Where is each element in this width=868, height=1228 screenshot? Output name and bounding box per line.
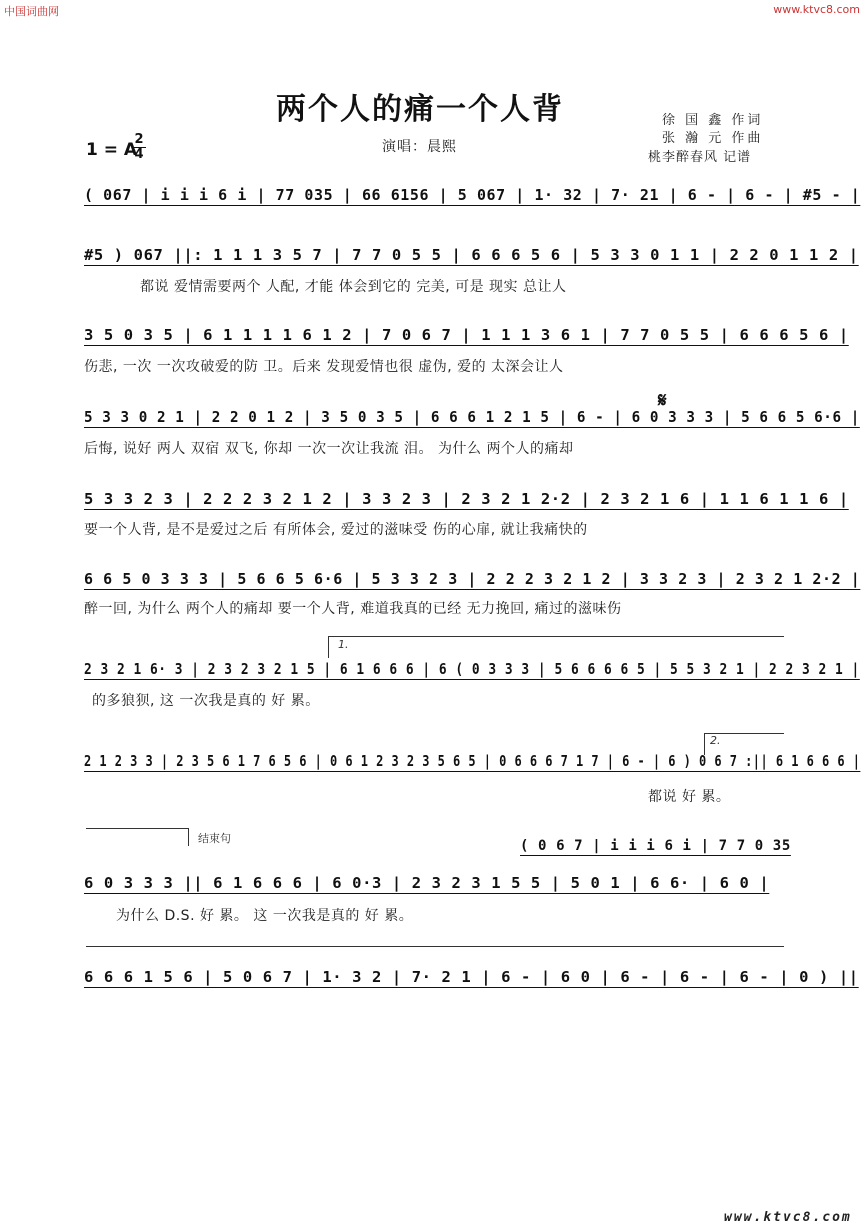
final-line-rule: [86, 946, 784, 947]
score-line-8-lyrics: 都说 好 累。: [648, 789, 731, 805]
time-signature: [132, 134, 146, 161]
score-line-2-lyrics: 都说 爱情需要两个 人配, 才能 体会到它的 完美, 可是 现实 总让人: [140, 279, 567, 295]
lyricist-credit: 徐 国 鑫 作词: [662, 113, 764, 128]
score-line-7-lyrics: 的多狼狈, 这 一次我是真的 好 累。: [92, 693, 320, 709]
score-line-4-notes: 5 3 3 0 2 1 | 2 2 0 1 2 | 3 5 0 3 5 | 6 6 6 1 2 1 5 | 6 - | 6 0 3 3 3 | 5 6 6 5 6·6 |: [84, 408, 860, 426]
coda-bracket-edge: [188, 828, 189, 846]
volta-1-bracket-edge: [328, 636, 329, 658]
score-line-9-upper-notes: ( 0 6 7 | i i i 6 i | 7 7 0 35: [520, 838, 791, 854]
score-line-5-notes: 5 3 3 2 3 | 2 2 2 3 2 1 2 | 3 3 2 3 | 2 3 2 1 2·2 | 2 3 2 1 6 | 1 1 6 1 1 6 |: [84, 490, 849, 508]
volta-1-label: 1.: [338, 638, 349, 651]
score-line-2-notes: #5 ) 067 ||: 1 1 1 3 5 7 | 7 7 0 5 5 | 6 6 6 5 6 | 5 3 3 0 1 1 | 2 2 0 1 1 2 |: [84, 246, 859, 264]
watermark-right: www.ktvc8.com: [773, 3, 860, 16]
score-line-4-lyrics: 后悔, 说好 两人 双宿 双飞, 你却 一次一次让我流 泪。 为什么 两个人的痛却: [84, 441, 574, 457]
watermark-left: 中国词曲网: [4, 5, 59, 18]
key-signature: 1 = A: [86, 140, 138, 160]
time-bottom: 4: [134, 147, 144, 162]
volta-1-bracket: [328, 636, 784, 637]
segno-sign: 𝄋: [658, 388, 667, 412]
score-line-8-notes: 2 1 2 3 3 | 2 3 5 6 1 7 6 5 6 | 0 6 1 2 3 2 3 5 6 5 | 0 6 6 6 7 1 7 | 6 - | 6 ) 0 6 7 :|| 6 1 6 6 6 |: [84, 752, 861, 770]
score-line-3-notes: 3 5 0 3 5 | 6 1 1 1 1 6 1 2 | 7 0 6 7 | 1 1 1 3 6 1 | 7 7 0 5 5 | 6 6 6 5 6 |: [84, 326, 849, 344]
score-line-10-notes: 6 6 6 1 5 6 | 5 0 6 7 | 1· 3 2 | 7· 2 1 | 6 - | 6 0 | 6 - | 6 - | 6 - | 0 ) ||: [84, 968, 859, 986]
footer-watermark: www.ktvc8.com: [724, 1210, 852, 1225]
score-line-6-notes: 6 6 5 0 3 3 3 | 5 6 6 5 6·6 | 5 3 3 2 3 | 2 2 2 3 2 1 2 | 3 3 2 3 | 2 3 2 1 2·2 |: [84, 570, 861, 588]
transcriber-credit: 桃李醉春风 记谱: [648, 150, 752, 165]
song-title: 两个人的痛一个人背: [276, 92, 564, 127]
score-line-6-lyrics: 醉一回, 为什么 两个人的痛却 要一个人背, 难道我真的已经 无力挽回, 痛过的滋味伤: [84, 601, 622, 617]
score-line-3-lyrics: 伤悲, 一次 一次攻破爱的防 卫。后来 发现爱情也很 虚伪, 爱的 太深会让人: [84, 359, 564, 375]
time-top: 2: [134, 132, 144, 147]
score-line-1-notes: ( 067 | i i i 6 i | 77 035 | 66 6156 | 5 067 | 1· 32 | 7· 21 | 6 - | 6 - | #5 - |: [84, 186, 861, 204]
singer-credit: 演唱：晨熙: [382, 139, 457, 155]
coda-label: 结束句: [198, 832, 231, 845]
coda-left-rule: [86, 828, 188, 829]
score-line-9-notes: 6 0 3 3 3 || 6 1 6 6 6 | 6 0·3 | 2 3 2 3 1 5 5 | 5 0 1 | 6 6· | 6 0 |: [84, 874, 770, 892]
score-line-7-notes: 2 3 2 1 6· 3 | 2 3 2 3 2 1 5 | 6 1 6 6 6 | 6 ( 0 3 3 3 | 5 6 6 6 6 5 | 5 5 3 2 1 | 2 2 3 2 1 |: [84, 660, 860, 678]
score-line-9-lyrics: 为什么 D.S. 好 累。 这 一次我是真的 好 累。: [116, 908, 414, 924]
volta-2-label: 2.: [710, 734, 721, 747]
score-line-5-lyrics: 要一个人背, 是不是爱过之后 有所体会, 爱过的滋味受 伤的心扉, 就让我痛快的: [84, 522, 588, 538]
composer-credit: 张 瀚 元 作曲: [662, 131, 764, 146]
